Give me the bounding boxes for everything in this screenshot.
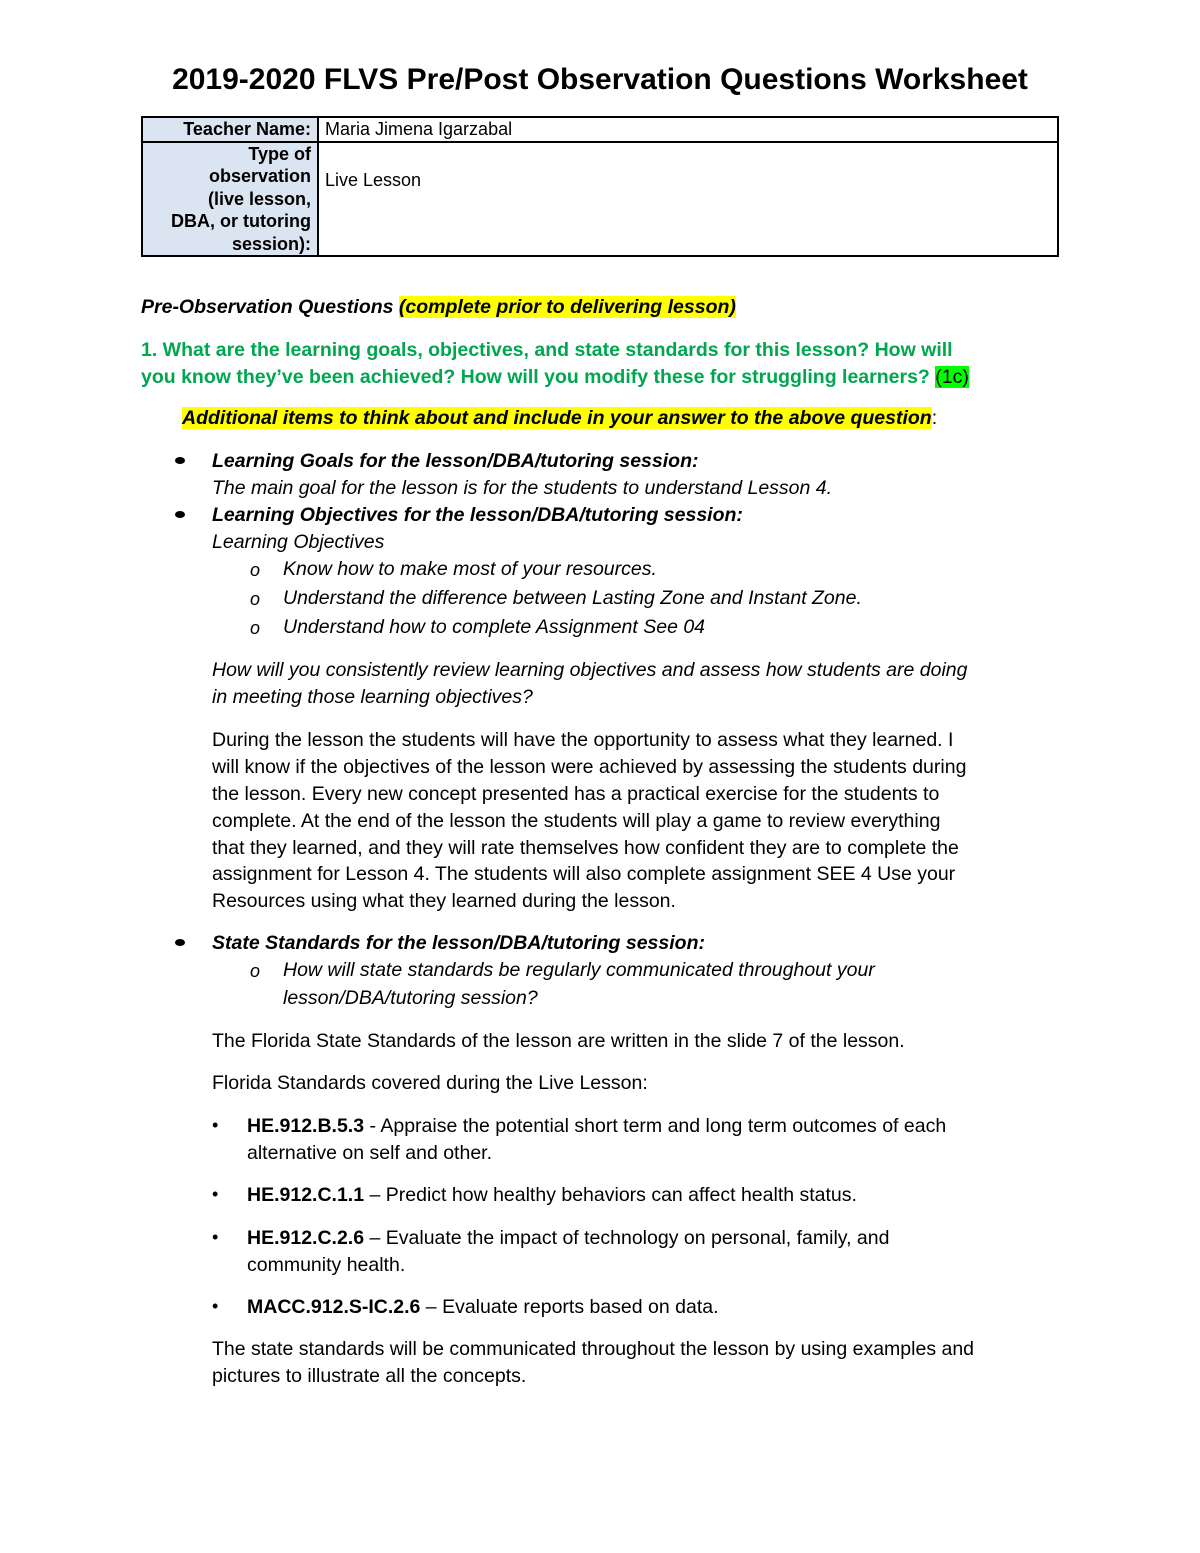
standard-code: MACC.912.S-IC.2.6: [247, 1296, 421, 1318]
observation-type-value: [318, 142, 1058, 257]
bullet-icon: [175, 457, 185, 464]
standard-description-cont: alternative on self and other.: [247, 1142, 492, 1164]
label-line: Type of: [248, 143, 311, 164]
answer-line: During the lesson the students will have the opportunity to assess what they learned. I: [212, 729, 954, 751]
objective-item: Understand how to complete Assignment See 04: [283, 616, 706, 638]
list-bullet-icon: •: [212, 1227, 219, 1247]
standard-code: HE.912.B.5.3: [247, 1115, 365, 1137]
state-standards-heading: State Standards for the lesson/DBA/tutoring session:: [212, 932, 705, 954]
closing-line: pictures to illustrate all the concepts.: [212, 1365, 527, 1387]
pre-observation-title: Pre-Observation Questions: [141, 296, 394, 318]
standards-covered-text: Florida Standards covered during the Live Lesson:: [212, 1072, 648, 1094]
table-row: [142, 142, 1058, 257]
learning-objectives-subheading: Learning Objectives: [212, 531, 385, 553]
question-1-text: you know they’ve been achieved? How will you modify these for struggling learners?: [141, 366, 930, 388]
standards-slide-text: The Florida State Standards of the lesson are written in the slide 7 of the lesson.: [212, 1030, 905, 1052]
standard-description: Evaluate the impact of technology on personal, family, and: [385, 1227, 890, 1249]
list-bullet-icon: •: [212, 1296, 219, 1316]
answer-line: that they learned, and they will rate themselves how confident they are to complete the: [212, 837, 959, 859]
standard-item: [247, 1294, 719, 1321]
standard-item: [247, 1225, 889, 1252]
standard-item: [247, 1113, 946, 1140]
review-question-line: How will you consistently review learning objectives and assess how students are doing: [212, 659, 968, 681]
page-title: 2019-2020 FLVS Pre/Post Observation Questions Worksheet: [172, 63, 1028, 96]
label-line: observation: [208, 166, 311, 186]
objective-item: Understand the difference between Lasting Zone and Instant Zone.: [283, 587, 862, 609]
list-bullet-icon: •: [212, 1184, 219, 1204]
question-code-badge: (1c): [935, 366, 969, 388]
standard-separator: –: [420, 1296, 443, 1318]
learning-goals-text: The main goal for the lesson is for the students to understand Lesson 4.: [212, 477, 833, 499]
teacher-info-table: [141, 116, 1059, 257]
observation-type-label: [142, 142, 318, 257]
pre-observation-heading: [141, 294, 736, 321]
objective-item: Know how to make most of your resources.: [283, 558, 657, 580]
label-line: session):: [231, 233, 311, 254]
additional-items-text: Additional items to think about and include in your answer to the above question: [182, 407, 932, 429]
answer-line: the lesson. Every new concept presented has a practical exercise for the students to: [212, 783, 940, 805]
standard-description-cont: community health.: [247, 1254, 406, 1276]
observation-type-text: Live Lesson: [325, 169, 422, 190]
list-bullet-icon: •: [212, 1115, 219, 1135]
answer-line: will know if the objectives of the lesson were achieved by assessing the students during: [212, 756, 967, 778]
sub-bullet-icon: o: [250, 560, 261, 580]
standard-description: Predict how healthy behaviors can affect health status.: [385, 1184, 857, 1206]
standard-separator: –: [364, 1184, 386, 1206]
question-1-line2: [141, 364, 969, 391]
sub-bullet-icon: o: [250, 961, 261, 981]
bullet-icon: [175, 939, 185, 946]
additional-items-colon: :: [931, 407, 938, 429]
answer-line: complete. At the end of the lesson the students will play a game to review everything: [212, 810, 941, 832]
bullet-icon: [175, 511, 185, 518]
table-row: [142, 117, 1058, 142]
label-line: (live lesson,: [207, 188, 311, 209]
teacher-name-label: Teacher Name:: [142, 117, 318, 142]
pre-observation-note: (complete prior to delivering lesson): [398, 296, 736, 318]
question-1-line1: 1. What are the learning goals, objectives, and state standards for this lesson? How will: [141, 339, 953, 361]
sub-bullet-icon: o: [250, 589, 261, 609]
answer-line: assignment for Lesson 4. The students will also complete assignment SEE 4 Use your: [212, 863, 956, 885]
standard-code: HE.912.C.2.6: [247, 1227, 365, 1249]
standard-separator: –: [364, 1227, 386, 1249]
standard-description: Appraise the potential short term and long term outcomes of each: [380, 1115, 947, 1137]
answer-line: Resources using what they learned during the lesson.: [212, 890, 676, 912]
learning-goals-heading: Learning Goals for the lesson/DBA/tutoring session:: [212, 450, 699, 472]
standard-separator: -: [364, 1115, 381, 1137]
standards-question-line: How will state standards be regularly communicated throughout your: [283, 959, 875, 981]
sub-bullet-icon: o: [250, 618, 261, 638]
review-question-line: in meeting those learning objectives?: [212, 686, 533, 708]
closing-line: The state standards will be communicated throughout the lesson by using examples and: [212, 1338, 975, 1360]
standard-code: HE.912.C.1.1: [247, 1184, 365, 1206]
label-line: DBA, or tutoring: [171, 211, 311, 231]
standard-description: Evaluate reports based on data.: [442, 1296, 719, 1318]
standard-item: [247, 1182, 857, 1209]
additional-items-note: [182, 405, 937, 432]
learning-objectives-heading: Learning Objectives for the lesson/DBA/tutoring session:: [212, 504, 743, 526]
teacher-name-value: Maria Jimena Igarzabal: [318, 117, 1058, 142]
standards-question-line: lesson/DBA/tutoring session?: [283, 987, 538, 1009]
